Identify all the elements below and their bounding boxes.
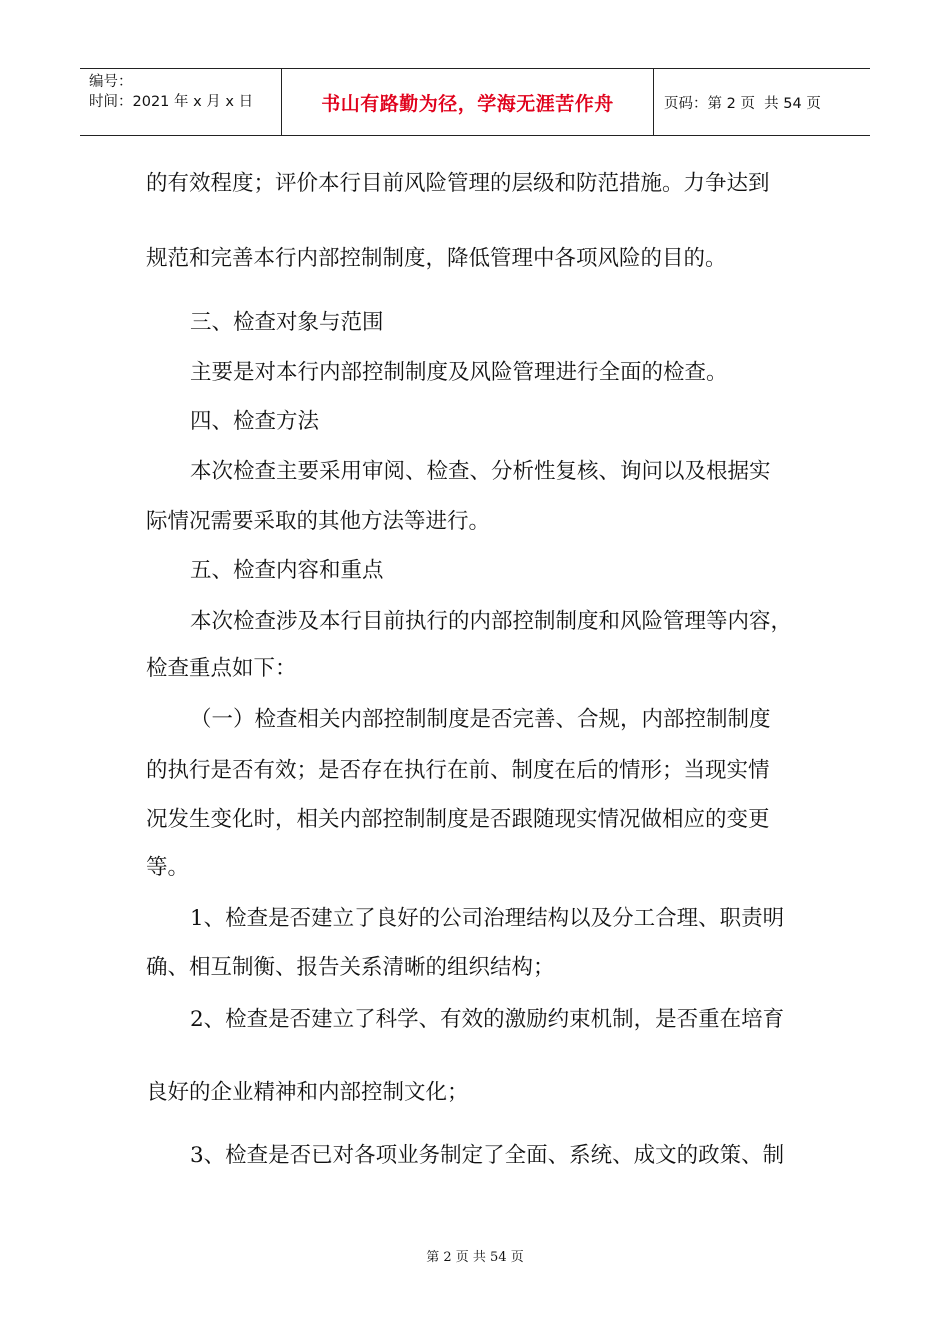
body-line: （一）检查相关内部控制制度是否完善、合规，内部控制制度 — [190, 707, 771, 732]
body-line: 况发生变化时，相关内部控制制度是否跟随现实情况做相应的变更 — [146, 807, 770, 832]
section-heading: 三、检查对象与范围 — [190, 310, 384, 335]
list-item: 1、检查是否建立了良好的公司治理结构以及分工合理、职责明 — [190, 906, 785, 931]
body-line: 等。 — [146, 855, 190, 880]
body-line: 本次检查涉及本行目前执行的内部控制制度和风险管理等内容， — [190, 609, 793, 634]
body-line: 规范和完善本行内部控制制度，降低管理中各项风险的目的。 — [146, 246, 727, 271]
body-line: 的执行是否有效；是否存在执行在前、制度在后的情形；当现实情 — [146, 758, 770, 783]
list-item: 3、检查是否已对各项业务制定了全面、系统、成文的政策、制 — [190, 1143, 785, 1168]
motto-cell — [282, 69, 654, 135]
list-item: 2、检查是否建立了科学、有效的激励约束机制，是否重在培育 — [190, 1007, 785, 1032]
time-label: 时间：2021 年 x 月 x 日 — [89, 94, 254, 110]
body-line: 确、相互制衡、报告关系清晰的组织结构； — [146, 955, 555, 980]
header-meta-cell — [80, 69, 282, 135]
page-info-text: 页码：第 2 页 共 54 页 — [664, 95, 821, 112]
body-line: 良好的企业精神和内部控制文化； — [146, 1080, 469, 1105]
body-line: 际情况需要采取的其他方法等进行。 — [146, 509, 491, 534]
body-line: 主要是对本行内部控制制度及风险管理进行全面的检查。 — [190, 360, 728, 385]
section-heading: 四、检查方法 — [190, 409, 320, 434]
motto-text: 书山有路勤为径，学海无涯苦作舟 — [321, 92, 614, 115]
page-footer: 第 2 页 共 54 页 — [426, 1250, 524, 1265]
section-heading: 五、检查内容和重点 — [190, 558, 384, 583]
body-line: 的有效程度；评价本行目前风险管理的层级和防范措施。力争达到 — [146, 171, 770, 196]
body-line: 检查重点如下： — [146, 656, 297, 681]
page-info-cell — [654, 69, 870, 135]
page-header — [80, 68, 870, 136]
code-label: 编号： — [89, 74, 133, 90]
body-line: 本次检查主要采用审阅、检查、分析性复核、询问以及根据实 — [190, 459, 771, 484]
